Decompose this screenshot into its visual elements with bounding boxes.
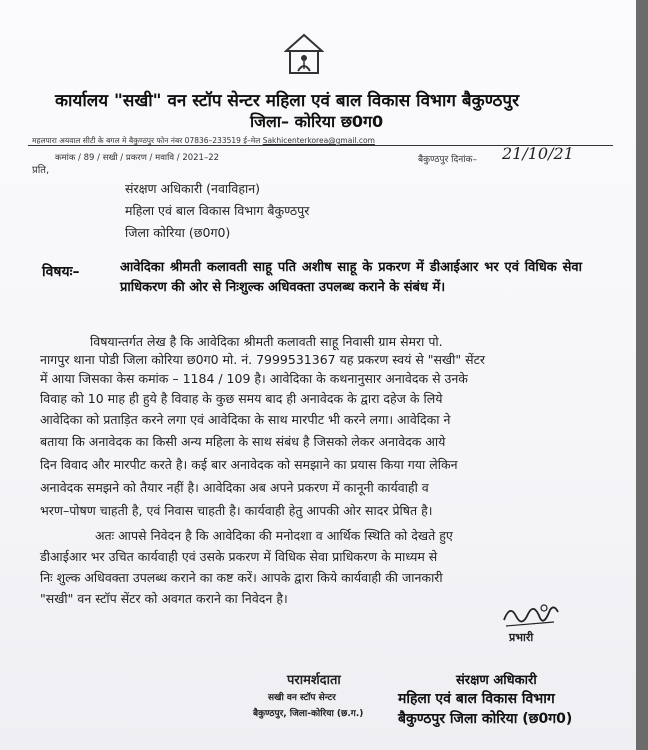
advisor-org: सखी वन स्टॉप सेन्टर [268, 693, 336, 703]
recipient-line: महिला एवं बाल विकास विभाग बैकुण्ठपुर [125, 203, 310, 218]
recipient-line: संरक्षण अधिकारी (नवाविहान) [125, 181, 261, 196]
subject-label: विषयः– [42, 264, 80, 280]
body-line: में आया जिसका केस कमांक – 1184 / 109 है। आवेदिका के कथनानुसार अनावेदक से उनके [40, 371, 468, 386]
signature-icon [500, 598, 560, 634]
body-line: नागपुर थाना पोडी जिला कोरिया छ0ग0 मो. नं. 7999531367 यह प्रकरण स्वयं से "सखी" सेंटर [40, 352, 485, 367]
prabhari-label: प्रभारी [509, 631, 534, 644]
background-edge [636, 0, 648, 750]
letterhead-district: जिला– कोरिया छ0ग0 [250, 112, 384, 131]
date-label: बैकुण्ठपुर दिनांक– [418, 155, 477, 165]
officer-department: महिला एवं बाल विकास विभाग [398, 691, 555, 707]
officer-title: संरक्षण अधिकारी [456, 673, 537, 688]
recipient-line: जिला कोरिया (छ0ग0) [125, 225, 231, 240]
body-line: अनावेदक समझने को तैयार नहीं है। आवेदिका अब अपने प्रकरण में कानूनी कार्यवाही व [40, 480, 429, 495]
body-line: विषयान्तर्गत लेख है कि आवेदिका श्रीमती कलावती साहू निवासी ग्राम सेमरा पो. [90, 334, 443, 349]
body-line: विवाह को 10 माह ही हुये है विवाह के कुछ समय बाद ही अनावेदक के द्वारा दहेज के लिये [40, 391, 443, 406]
body-line: "सखी" वन स्टॉप सेंटर को अवगत कराने का निवेदन है। [40, 591, 288, 606]
subject-text: आवेदिका श्रीमती कलावती साहू पति अशीष साहू के प्रकरण में डीआईआर भर एवं विधिक सेवा प्राधिकरण की ओर से निःशुल्क अधिवक्ता उपलब्ध कराने के संबंध में। [120, 260, 582, 295]
prati-label: प्रति, [32, 165, 50, 176]
advisor-title: परामर्शदाता [287, 673, 341, 688]
body-line: भरण–पोषण चाहती है, एवं निवास चाहती है। कार्यवाही हेतु आपकी ओर सादर प्रेषित है। [40, 503, 433, 518]
body-line: दिन विवाद और मारपीट करते है। कई बार अनावेदक को समझाने का प्रयास किया गया लेकिन [40, 457, 458, 472]
advisor-address: बैकुण्ठपुर, जिला-कोरिया (छ.ग.) [253, 709, 364, 719]
body-line: निः शुल्क अधिवक्ता उपलब्ध कराने का कष्ट करें। आपके द्वारा किये कार्यवाही की जानकारी [40, 570, 443, 585]
email-link[interactable]: Sakhicenterkorea@gmail.com [262, 136, 375, 145]
letterhead-title: कार्यालय "सखी" वन स्टॉप सेन्टर महिला एवं बाल विकास विभाग बैकुण्ठपुर [55, 91, 520, 111]
body-line: अतः आपसे निवेदन है कि आवेदिका की मनोदशा व आर्थिक स्थिति को देखते हुए [95, 528, 453, 543]
body-line: आवेदिका को प्रताड़ित करने लगा एवं आवेदिका के साथ मारपीट भी करने लगा। आवेदिका ने [40, 412, 451, 427]
handwritten-date: 21/10/21 [502, 144, 574, 163]
officer-address: बैकुण्ठपुर जिला कोरिया (छ0ग0) [398, 711, 573, 727]
body-line: डीआईआर भर उचित कार्यवाही एवं उसके प्रकरण में विधिक सेवा प्राधिकरण के माध्यम से [40, 549, 438, 564]
sakhi-logo-icon [284, 33, 324, 77]
reference-number: कमांक / 89 / सखी / प्रकरण / मवावि / 2021–22 [55, 153, 220, 163]
address-text: महलपारा अयवाल सीटी के बगल मे बैकुण्ठपुर फोन नंबर 07836–233519 ई–मेल [32, 136, 261, 145]
body-line: बताया कि अनावेदक का किसी अन्य महिला के साथ संबंध है जिसको लेकर अनावेदक आये [40, 434, 446, 449]
